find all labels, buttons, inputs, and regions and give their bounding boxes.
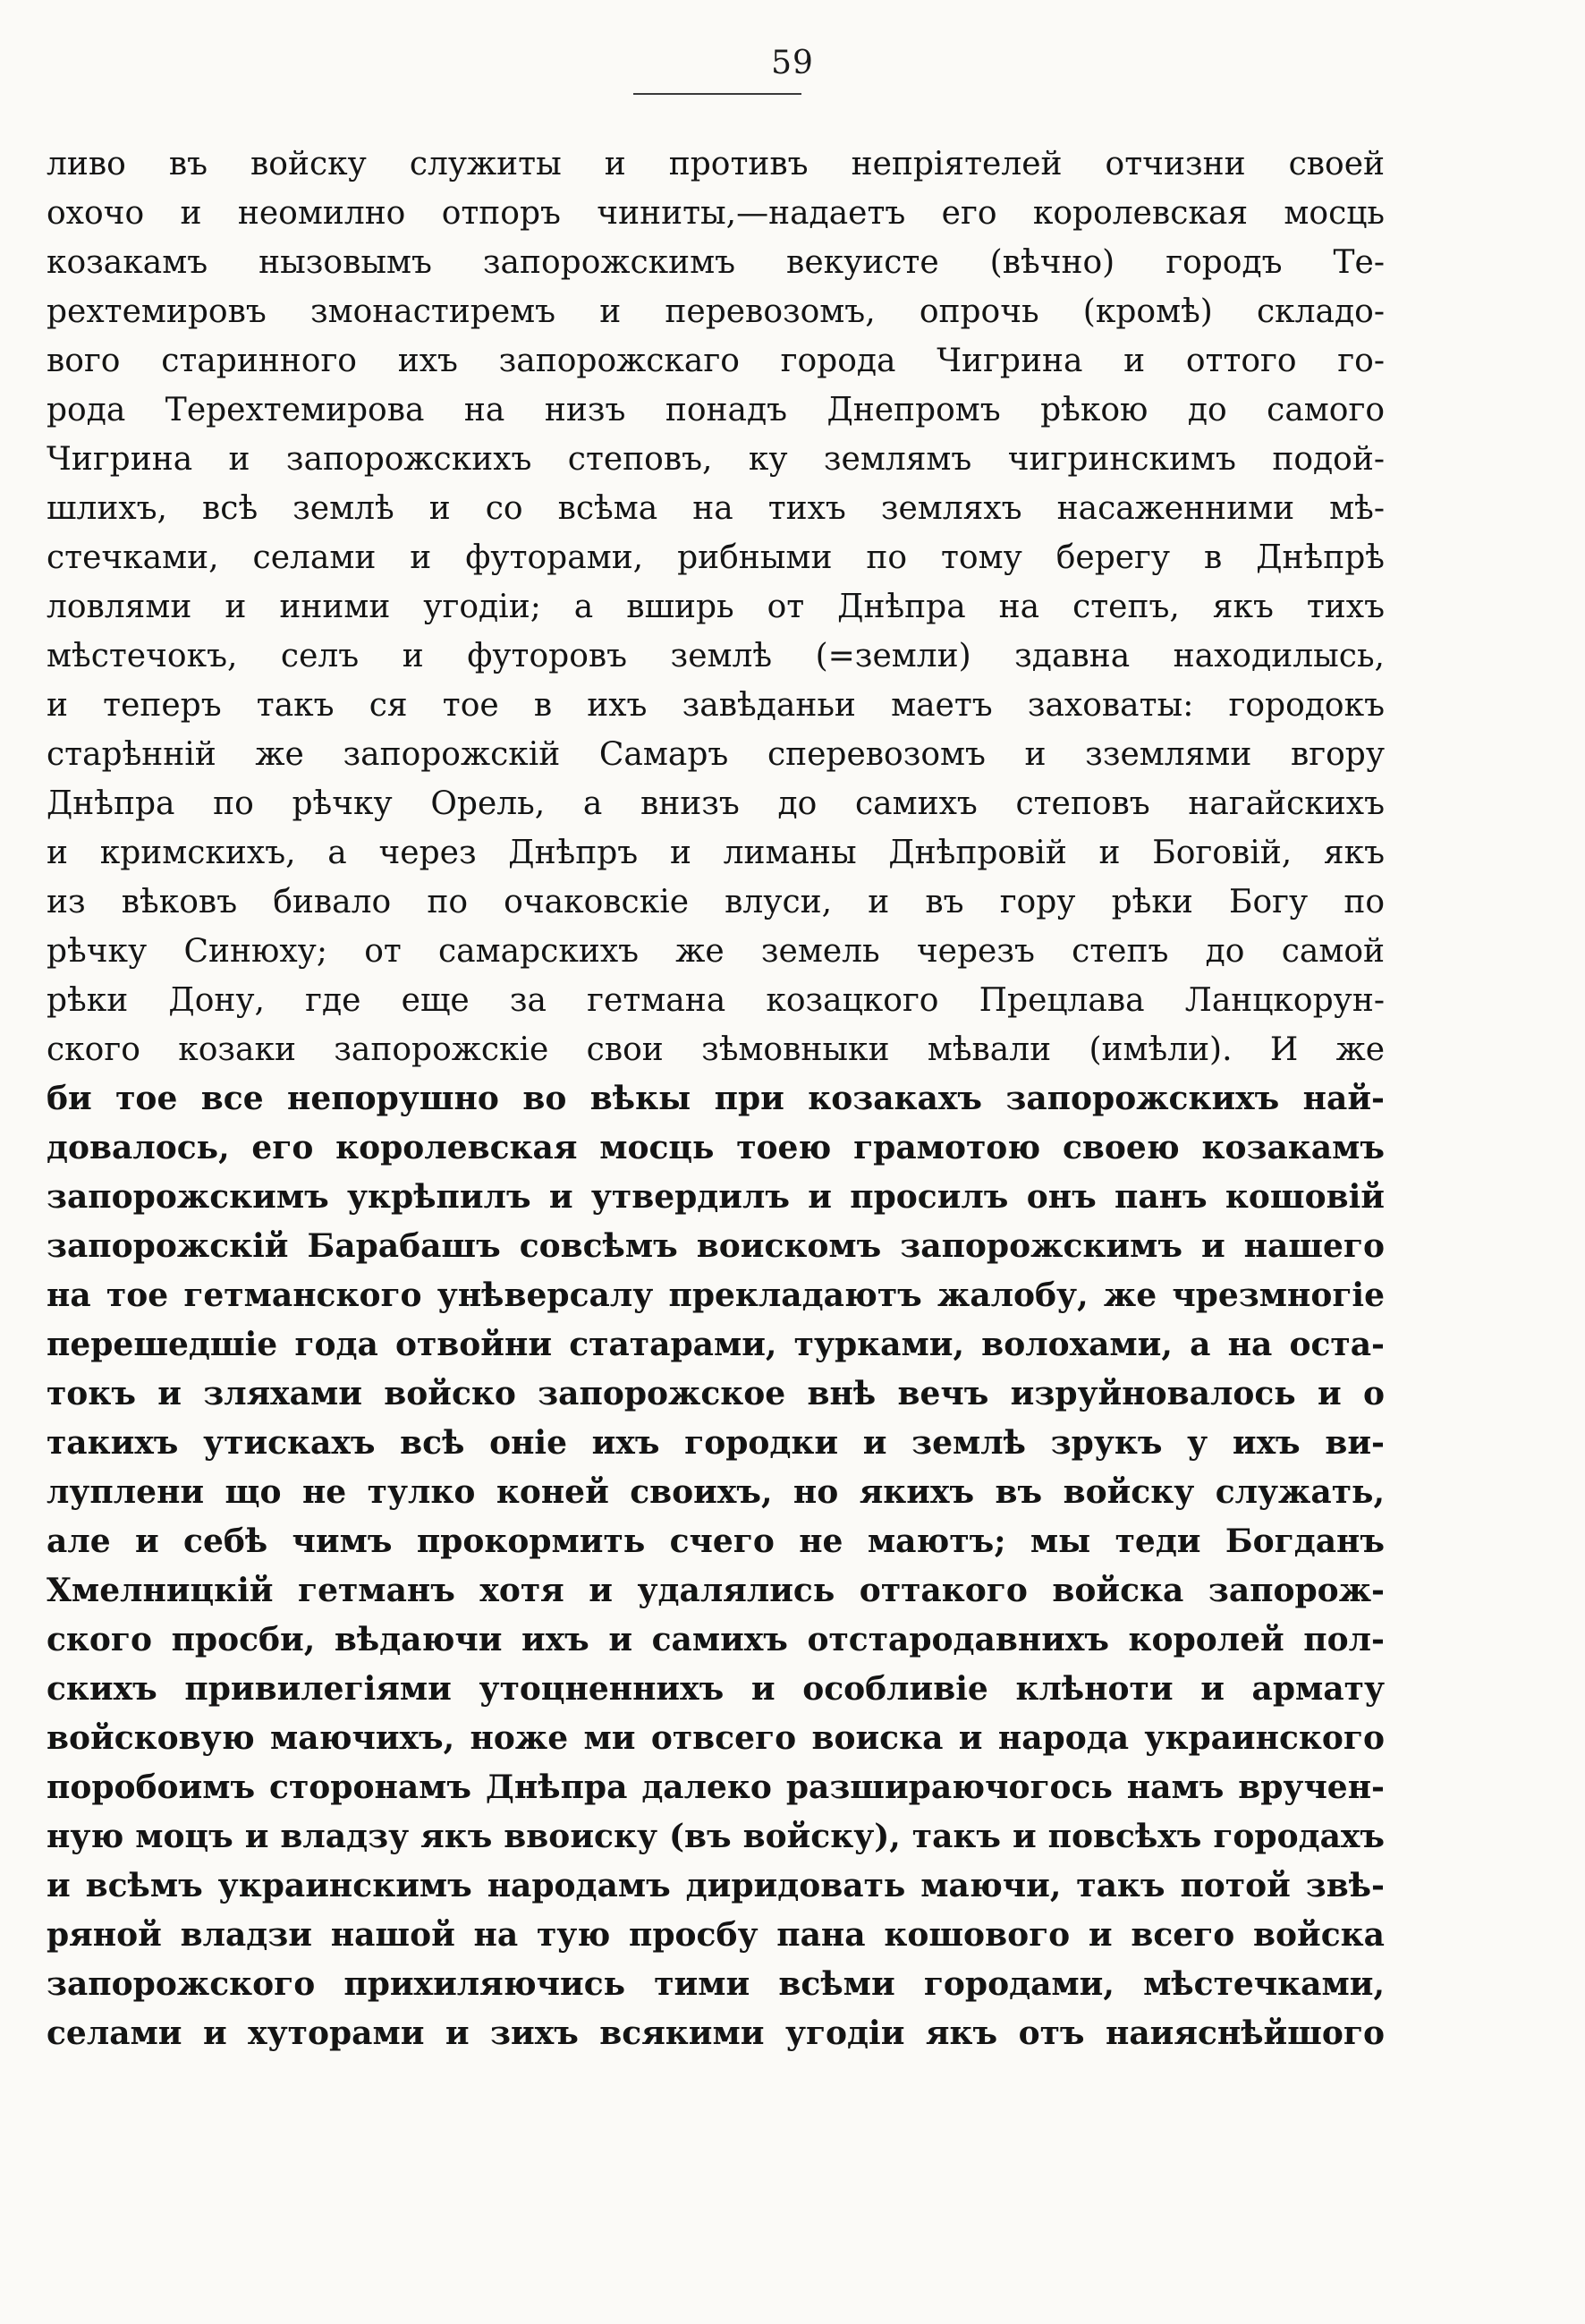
text-line: охочо и неомилно отпоръ чиниты,—надаетъ его королевская мосць (47, 195, 1385, 232)
text-line: ловлями и иними угодіи; а вширь от Днѣпра на степъ, якъ тихъ (47, 589, 1385, 625)
text-line: и кримскихъ, а через Днѣпръ и лиманы Днѣпровій и Боговій, якъ (47, 835, 1385, 871)
text-line: войсковую маючихъ, ноже ми отвсего воиска и народа украинского (47, 1719, 1385, 1757)
text-line: довалось, его королевская мосць тоею грамотою своею козакамъ (47, 1129, 1385, 1166)
text-line: Днѣпра по рѣчку Орель, а внизъ до самихъ степовъ нагайскихъ (47, 785, 1385, 822)
page-number: 59 (771, 45, 814, 81)
text-line: ную моцъ и владзу якъ ввоиску (въ войску), такъ и повсѣхъ городахъ (47, 1818, 1385, 1855)
body-text (47, 140, 1385, 2058)
text-line: рѣки Дону, где еще за гетмана козацкого Прецлава Ланцкорун- (47, 982, 1385, 1019)
text-line: перешедшіе года отвойни статарами, турками, волохами, а на оста- (47, 1326, 1385, 1363)
text-line: запорожскимъ укрѣпилъ и утвердилъ и просилъ онъ панъ кошовій (47, 1178, 1385, 1216)
text-line: и всѣмъ украинскимъ народамъ диридовать маючи, такъ потой звѣ- (47, 1867, 1385, 1904)
text-line: ского просби, вѣдаючи ихъ и самихъ отстародавнихъ королей пол- (47, 1621, 1385, 1658)
text-line: ряной владзи нашой на тую просбу пана кошового и всего войска (47, 1916, 1385, 1954)
text-line: козакамъ нызовымъ запорожскимъ векуисте (вѣчно) городъ Те- (47, 244, 1385, 281)
text-line: селами и хуторами и зихъ всякими угодіи якъ отъ наияснѣйшого (47, 2014, 1385, 2052)
text-line: Хмелницкій гетманъ хотя и удалялись оттакого войска запорож- (47, 1572, 1385, 1609)
text-line: из вѣковъ бивало по очаковскіе влуси, и въ гору рѣки Богу по (47, 884, 1385, 920)
text-line: Чигрина и запорожскихъ степовъ, ку землямъ чигринскимъ подой- (47, 441, 1385, 478)
text-line: и теперъ такъ ся тое в ихъ завѣданьи маетъ заховаты: городокъ (47, 687, 1385, 724)
text-line: ского козаки запорожскіе свои зѣмовныки мѣвали (имѣли). И же (47, 1031, 1385, 1068)
text-line: рода Терехтемирова на низъ понадъ Днепромъ рѣкою до самого (47, 392, 1385, 428)
text-line: старѣнній же запорожскій Самаръ сперевозомъ и зземлями вгору (47, 736, 1385, 773)
text-line: ливо въ войску служиты и противъ непріятелей отчизни своей (47, 146, 1385, 182)
text-line: такихъ утискахъ всѣ оніе ихъ городки и землѣ зрукъ у ихъ ви- (47, 1424, 1385, 1462)
text-line: скихъ привилегіями утоцненнихъ и особливіе клѣноти и армату (47, 1670, 1385, 1708)
text-line: вого старинного ихъ запорожскаго города Чигрина и оттого го- (47, 343, 1385, 379)
text-line: запорожскій Барабашъ совсѣмъ воискомъ запорожскимъ и нашего (47, 1227, 1385, 1265)
text-line: би тое все непорушно во вѣкы при козакахъ запорожскихъ най- (47, 1080, 1385, 1117)
text-line: рѣчку Синюху; от самарскихъ же земель черезъ степъ до самой (47, 933, 1385, 970)
page-number-rule (633, 93, 801, 95)
text-line: шлихъ, всѣ землѣ и со всѣма на тихъ земляхъ насаженними мѣ- (47, 490, 1385, 527)
text-line: мѣстечокъ, селъ и футоровъ землѣ (=земли) здавна находилысь, (47, 638, 1385, 674)
text-line: але и себѣ чимъ прокормить счего не маютъ; мы теди Богданъ (47, 1522, 1385, 1560)
text-line: стечками, селами и футорами, рибными по тому берегу в Днѣпрѣ (47, 539, 1385, 576)
text-line: луплени що не тулко коней своихъ, но якихъ въ войску служать, (47, 1473, 1385, 1511)
text-line: поробоимъ сторонамъ Днѣпра далеко разшираючогось намъ вручен- (47, 1768, 1385, 1806)
text-line: рехтемировъ змонастиремъ и перевозомъ, опрочь (кромѣ) складо- (47, 293, 1385, 330)
text-line: на тое гетманского унѣверсалу прекладаютъ жалобу, же чрезмногіе (47, 1277, 1385, 1314)
text-line: токъ и зляхами войско запорожское внѣ вечъ изруйновалось и о (47, 1375, 1385, 1412)
text-line: запорожского прихиляючись тими всѣми городами, мѣстечками, (47, 1965, 1385, 2003)
